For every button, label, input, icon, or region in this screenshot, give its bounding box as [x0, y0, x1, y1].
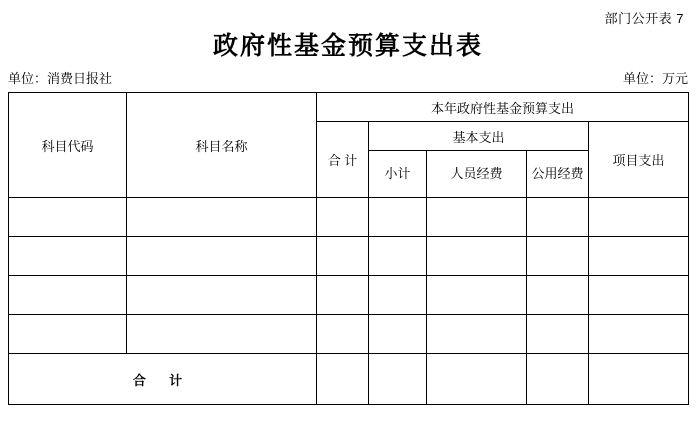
header-cell-project: 项目支出 [589, 122, 689, 198]
cell-public[interactable] [527, 315, 589, 354]
cell-name[interactable] [127, 237, 317, 276]
cell-total[interactable] [317, 198, 369, 237]
table-row [9, 237, 689, 276]
header-cell-name: 科目名称 [127, 93, 317, 198]
cell-total[interactable] [317, 276, 369, 315]
page-title: 政府性基金预算支出表 [212, 33, 483, 60]
cell-code[interactable] [9, 315, 127, 354]
header-cell-personnel: 人员经费 [427, 151, 527, 198]
table-row [9, 276, 689, 315]
cell-personnel[interactable] [427, 237, 527, 276]
cell-public[interactable] [527, 276, 589, 315]
budget-table [8, 92, 689, 405]
table-total-row [9, 354, 689, 405]
cell-subtotal[interactable] [369, 198, 427, 237]
cell-public[interactable] [527, 198, 589, 237]
table-row [9, 315, 689, 354]
meta-row [8, 68, 688, 90]
cell-code[interactable] [9, 198, 127, 237]
cell-total[interactable] [317, 315, 369, 354]
table-row [9, 198, 689, 237]
header-cell-public: 公用经费 [527, 151, 589, 198]
cell-personnel[interactable] [427, 315, 527, 354]
cell-total[interactable] [317, 237, 369, 276]
header-cell-basic-expenditure: 基本支出 [369, 122, 589, 151]
cell-public[interactable] [527, 237, 589, 276]
cell-project[interactable] [589, 315, 689, 354]
cell-subtotal[interactable] [369, 237, 427, 276]
cell-name[interactable] [127, 276, 317, 315]
header-cell-total: 合 计 [317, 122, 369, 198]
header-cell-current-year-total: 本年政府性基金预算支出 [317, 93, 689, 122]
cell-code[interactable] [9, 276, 127, 315]
total-cell-project[interactable] [589, 354, 689, 405]
cell-personnel[interactable] [427, 276, 527, 315]
form-code: 部门公开表 7 [604, 11, 684, 26]
cell-code[interactable] [9, 237, 127, 276]
cell-project[interactable] [589, 276, 689, 315]
table-header-row-1 [9, 93, 689, 122]
amount-unit-label: 单位：万元 [622, 71, 688, 86]
unit-label: 单位：消费日报社 [8, 71, 113, 86]
cell-project[interactable] [589, 198, 689, 237]
cell-name[interactable] [127, 315, 317, 354]
total-cell-subtotal[interactable] [369, 354, 427, 405]
total-cell-total[interactable] [317, 354, 369, 405]
cell-subtotal[interactable] [369, 315, 427, 354]
header-cell-subtotal: 小计 [369, 151, 427, 198]
header-cell-code: 科目代码 [9, 93, 127, 198]
cell-subtotal[interactable] [369, 276, 427, 315]
total-row-label: 合 计 [9, 354, 317, 405]
cell-personnel[interactable] [427, 198, 527, 237]
total-cell-public[interactable] [527, 354, 589, 405]
cell-project[interactable] [589, 237, 689, 276]
cell-name[interactable] [127, 198, 317, 237]
total-cell-personnel[interactable] [427, 354, 527, 405]
